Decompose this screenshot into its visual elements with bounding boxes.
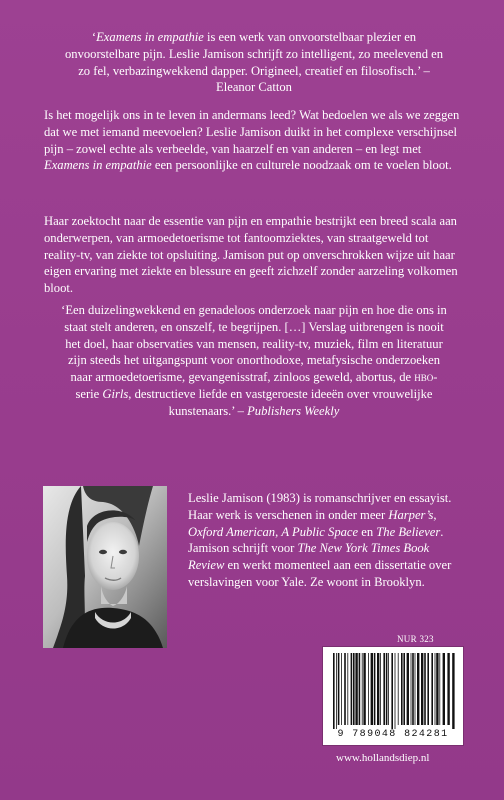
barcode-bar <box>452 653 454 729</box>
barcode-bar <box>391 653 393 729</box>
barcode-bar <box>401 653 403 725</box>
barcode-bar <box>417 653 419 725</box>
barcode-bar <box>407 653 409 725</box>
barcode-bar <box>336 653 337 729</box>
nur-code: NUR 323 <box>397 634 434 644</box>
barcode-bar <box>347 653 348 725</box>
barcode-bar <box>411 653 412 725</box>
barcode-bar <box>338 653 340 725</box>
barcode-bar <box>333 653 335 729</box>
series-title: Girls <box>102 386 129 401</box>
isbn-barcode <box>322 646 464 746</box>
barcode-bar <box>427 653 429 725</box>
book-title: Examens in empathie <box>44 158 152 173</box>
top-quote: ‘Examens in empathie is een werk van onvoorstelbaar plezier en onvoorstelbare pijn. Leslie Jamison schrijft zo intelligent, zo meelevend en zo fel, verbazingwekkend dapper. Origineel, creatief en filosofisch.’ – Eleanor Catton <box>64 30 444 95</box>
author-bio: Leslie Jamison (1983) is romanschrijver en essayist. Haar werk is verschenen in onder meer Harper’s, Oxford American, A Public Space en The Believer. Jamison schrijft voor The New York Times Book Review en werkt momenteel aan een dissertatie over verslavingen voor Yale. Ze woont in Brooklyn. <box>188 491 452 589</box>
barcode-bar <box>443 653 445 725</box>
barcode-bar <box>398 653 399 725</box>
barcode-bar <box>447 653 449 725</box>
quote-attribution: – Eleanor Catton <box>216 63 430 95</box>
barcode-bar <box>351 653 353 725</box>
barcode-bar <box>383 653 385 725</box>
barcode-bar <box>363 653 365 725</box>
barcode-bar <box>388 653 389 725</box>
barcode-bar <box>380 653 381 725</box>
intro-paragraph: Is het mogelijk ons in te leven in andermans leed? Wat bedoelen we als we zeggen dat we met iemand meevoelen? Leslie Jamison duikt in het complexe verschijnsel pijn – zowel echte als verbeelde, van haarzelf en van anderen – en legt met Examens in empathie een persoonlijke en culturele noodzaak om te voelen bloot. <box>44 108 460 173</box>
review-quote: ‘Een duizelingwekkend en genadeloos onderzoek naar pijn en hoe die ons in staat stelt anderen, en onszelf, te begrijpen. […] Verslag uitbrengen is nooit het doel, haar observaties van mensen, reality-tv, muziek, film en literatuur zijn steeds het uitgangspunt voor onorthodoxe, metafysische onderzoeken naar armoedetoerisme, gevangenisstraf, zinloos geweld, abortus, de hbo-serie Girls, destructieve liefde en vastgeroeste ideeën over vrouwelijke kunstenaars.’ – Publishers Weekly <box>61 303 447 418</box>
barcode-bar <box>395 653 396 729</box>
barcode-bar <box>386 653 388 725</box>
barcode-bar <box>424 653 426 725</box>
author-photo-image <box>43 486 167 648</box>
barcode-bar <box>436 653 438 725</box>
barcode-bar <box>431 653 433 725</box>
barcode-bar <box>412 653 414 725</box>
barcode-bar <box>415 653 416 725</box>
barcode-bar <box>403 653 405 725</box>
barcode-bar <box>368 653 369 725</box>
review-source: Publishers Weekly <box>247 403 340 418</box>
barcode-bar <box>341 653 342 725</box>
barcode-bar <box>421 653 423 725</box>
book-title: Examens in empathie <box>96 30 204 44</box>
publisher-website[interactable]: www.hollandsdiep.nl <box>336 752 430 764</box>
barcode-bar <box>344 653 346 725</box>
barcode-bars <box>323 647 463 731</box>
barcode-bar <box>435 653 436 725</box>
barcode-bar <box>377 653 379 725</box>
isbn-number: 9 789048 824281 <box>337 729 449 740</box>
barcode-bar <box>374 653 376 725</box>
barcode-bar <box>353 653 355 725</box>
barcode-bar <box>359 653 361 725</box>
search-paragraph: Haar zoektocht naar de essentie van pijn en empathie bestrijkt een breed scala aan onderwerpen, van armoedetoerisme tot fantoomziektes, van straatgeweld tot reality-tv, van ziekte tot opsluiting. Jamison put op onverschrokken wijze uit haar eigen ervaring met ziekte en blessure en geeft zichzelf zonder aarzeling volkomen bloot. <box>44 214 458 296</box>
barcode-bar <box>439 653 440 725</box>
barcode-bar <box>362 653 363 725</box>
author-photo <box>43 486 167 648</box>
barcode-bar <box>371 653 373 725</box>
barcode-bar <box>355 653 357 725</box>
